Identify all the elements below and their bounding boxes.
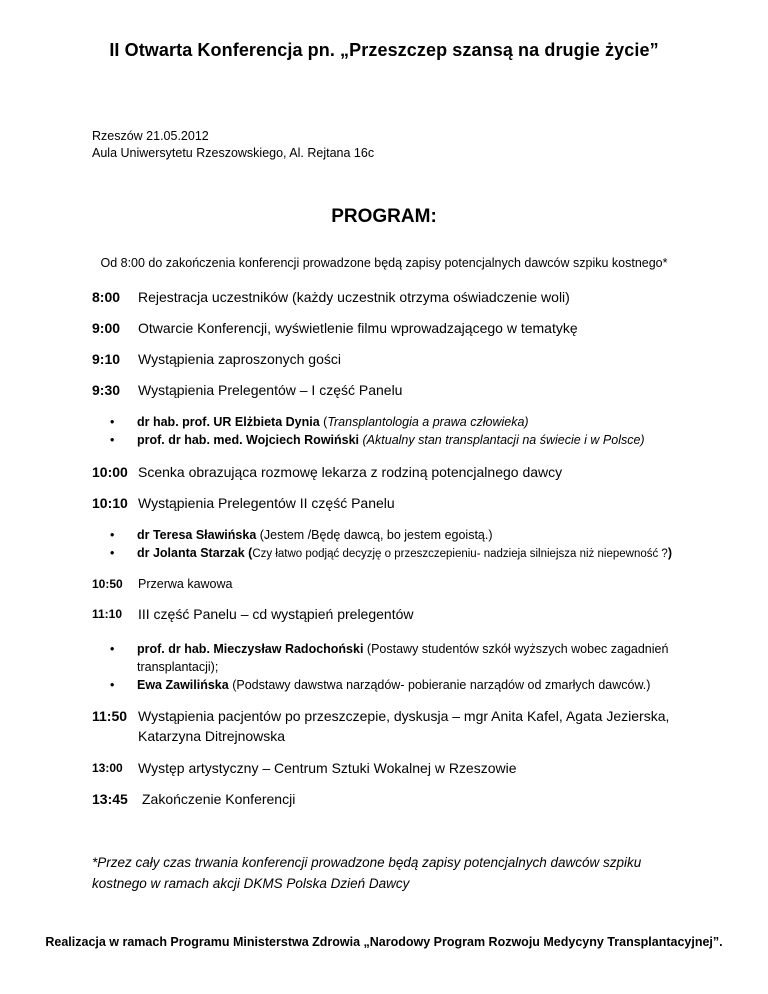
speaker-name: dr Jolanta Starzak ( <box>137 546 253 560</box>
schedule-time: 9:00 <box>92 320 121 336</box>
schedule-time: 10:10 <box>92 495 128 511</box>
schedule-desc: Otwarcie Konferencji, wyświetlenie filmu wprowadzającego w tematykę <box>138 320 578 336</box>
program-heading: PROGRAM: <box>331 206 437 227</box>
schedule-time: 13:00 <box>92 761 123 775</box>
schedule-time: 9:10 <box>92 351 121 367</box>
page-title: II Otwarta Konferencja pn. „Przeszczep szansą na drugie życie” <box>109 40 659 60</box>
bullet-icon: • <box>110 528 115 542</box>
schedule-desc: Wystąpienia Prelegentów – I część Panelu <box>138 382 403 398</box>
date-line: Rzeszów 21.05.2012 <box>92 129 209 143</box>
schedule-desc: Wystąpienia Prelegentów II część Panelu <box>138 495 395 511</box>
bullet-icon: • <box>110 678 115 692</box>
schedule-desc: Rejestracja uczestników (każdy uczestnik otrzyma oświadczenie woli) <box>138 289 570 305</box>
venue-line: Aula Uniwersytetu Rzeszowskiego, Al. Rejtana 16c <box>92 146 375 160</box>
schedule-time: 11:10 <box>92 607 123 621</box>
schedule-desc: Zakończenie Konferencji <box>142 791 296 807</box>
funding-footer: Realizacja w ramach Programu Ministerstwa Zdrowia „Narodowy Program Rozwoju Medycyny Transplantacyjnej”. <box>45 935 723 949</box>
speaker-name: prof. dr hab. med. Wojciech Rowiński <box>137 433 360 447</box>
talk-topic: Czy łatwo podjąć decyzję o przeszczepieniu- nadzieja silniejsza niż niepewność ? <box>252 548 668 560</box>
talk-topic: Transplantologia a prawa człowieka) <box>327 415 529 429</box>
bullet-icon: • <box>110 415 115 429</box>
bullet-icon: • <box>110 642 115 656</box>
conference-meta <box>92 128 374 162</box>
schedule-desc: Wystąpienia pacjentów po przeszczepie, dyskusja – mgr Anita Kafel, Agata Jezierska, Katarzyna Ditrejnowska <box>138 708 670 744</box>
schedule-time: 9:30 <box>92 382 121 398</box>
schedule-desc: Wystąpienia zaproszonych gości <box>138 351 341 367</box>
footnote: *Przez cały czas trwania konferencji prowadzone będą zapisy potencjalnych dawców szpiku kostnego w ramach akcji DKMS Polska Dzień Dawcy <box>92 855 642 891</box>
schedule-desc: III część Panelu – cd wystąpień prelegentów <box>138 606 414 622</box>
bullet-icon: • <box>110 433 115 447</box>
schedule-time: 11:50 <box>92 708 128 724</box>
talk-topic: (Jestem /Będę dawcą, bo jestem egoistą.) <box>256 528 493 542</box>
speaker-name: prof. dr hab. Mieczysław Radochoński <box>137 642 364 656</box>
bullet-icon: • <box>110 546 115 560</box>
speaker-name: dr hab. prof. UR Elżbieta Dynia <box>137 415 320 429</box>
document-page: II Otwarta Konferencja pn. „Przeszczep szansą na drugie życie” Rzeszów 21.05.2012 Aula Uniwersytetu Rzeszowskiego, Al. Rejtana 16c PROGRAM: Od 8:00 do zakończenia konferencji prowadzone będą zapisy potencjalnych dawców szpiku kostnego* 8:00 Rejestracja uczestników (każdy uczestnik otrzyma oświadczenie woli) 9:00 Otwarcie Konferencji, wyświetlenie filmu wprowadzającego w tematykę 9:10 Wystąpienia zaproszonych gości 9:30 Wystąpienia Prelegentów – I część Panelu • dr hab. prof. UR Elżbieta Dynia (Transplantologia a prawa człowieka) • prof. dr hab. med. Wojciech Rowiński (Aktualny stan transplantacji na świecie i w Polsce) 10:00 Scenka obrazująca rozmowę lekarza z rodziną potencjalnego dawcy 10:10 Wystąpienia Prelegentów II część Panelu • dr Teresa Sławińska (Jestem /Będę dawcą, bo jestem egoistą.) • dr Jolanta Starzak (Czy łatwo podjąć decyzję o przeszczepieniu- nadzieja silniejsza niż niepewność ?) 10:50 Przerwa kawowa 11:10 III część Panelu – cd wystąpień prelegentów • prof. dr hab. Mieczysław Radochoński (Postawy studentów szkół wyższych wobec zagadnień transplantacji); • Ewa Zawilińska (Podstawy dawstwa narządów- pobieranie narządów od zmarłych dawców.) 11:50 Wystąpienia pacjentów po przeszczepie, dyskusja – mgr Anita Kafel, Agata Jezierska, Katarzyna Ditrejnowska 13:00 Występ artystyczny – Centrum Sztuki Wokalnej w Rzeszowie 13:45 Zakończenie Konferencji *Przez cały czas trwania konferencji prowadzone będą zapisy potencjalnych dawców szpiku kostnego w ramach akcji DKMS Polska Dzień Dawcy Realizacja w ramach Programu Ministerstwa Zdrowia „Narodowy Program Rozwoju Medycyny Transplantacyjnej”. <box>0 0 768 994</box>
schedule-desc: Scenka obrazująca rozmowę lekarza z rodziną potencjalnego dawcy <box>138 464 563 480</box>
talk-topic: (Podstawy dawstwa narządów- pobieranie narządów od zmarłych dawców.) <box>228 678 651 692</box>
schedule-desc: Występ artystyczny – Centrum Sztuki Wokalnej w Rzeszowie <box>138 760 517 776</box>
talk-topic: (Postawy studentów szkół wyższych wobec zagadnień transplantacji); <box>137 642 669 674</box>
schedule-time: 8:00 <box>92 289 121 305</box>
talk-topic: (Aktualny stan transplantacji na świecie i w Polsce) <box>362 433 645 447</box>
schedule-time: 13:45 <box>92 791 128 807</box>
schedule-desc: Przerwa kawowa <box>138 577 233 591</box>
speaker-name: Ewa Zawilińska <box>137 678 229 692</box>
schedule-time: 10:00 <box>92 464 128 480</box>
intro-note: Od 8:00 do zakończenia konferencji prowadzone będą zapisy potencjalnych dawców szpiku kostnego* <box>100 256 668 270</box>
speaker-name: dr Teresa Sławińska <box>137 528 257 542</box>
schedule-time: 10:50 <box>92 577 123 591</box>
